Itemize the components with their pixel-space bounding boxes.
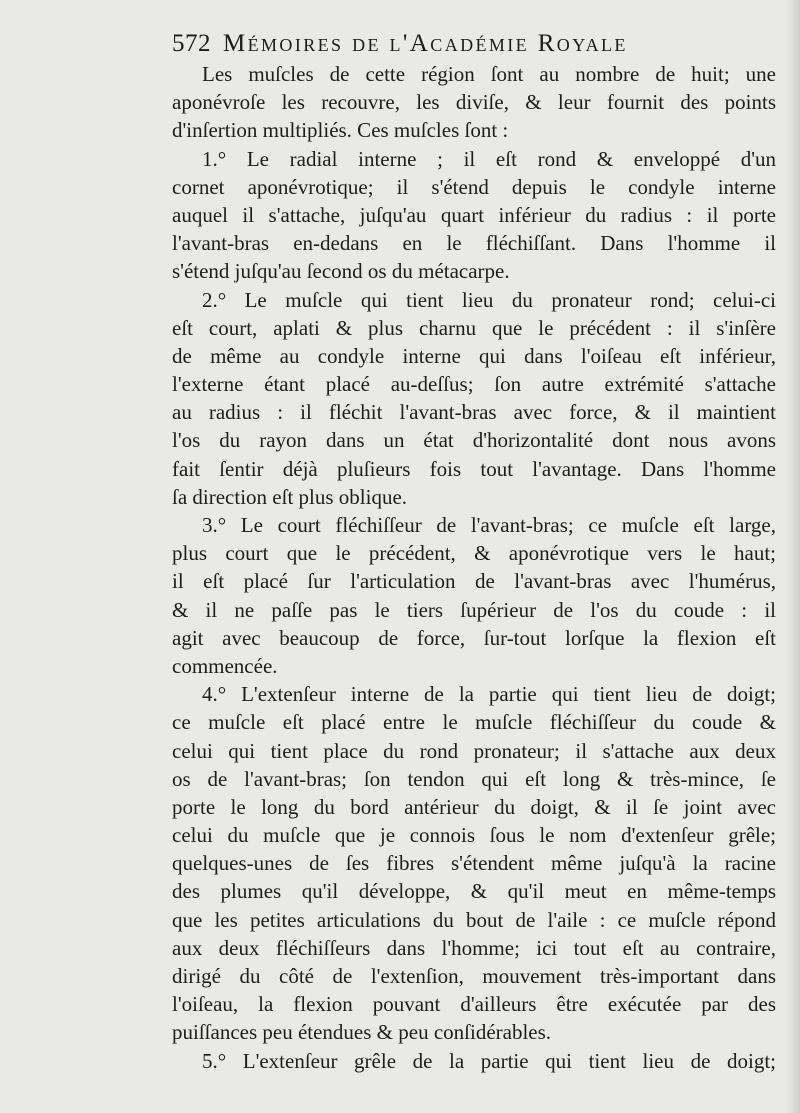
page-number: 572 bbox=[172, 30, 211, 57]
text-line: aponévroſe les recouvre, les diviſe, & leur fournit des points bbox=[172, 90, 776, 115]
text-line: porte le long du bord antérieur du doigt, & il ſe joint avec bbox=[172, 794, 776, 819]
text-line: & il ne paſſe pas le tiers ſupérieur de l'os du coude : il bbox=[172, 597, 776, 622]
text-line: 1.° Le radial interne ; il eſt rond & enveloppé d'un bbox=[202, 146, 776, 171]
text-line: l'avant-bras en-dedans en le fléchiſſant. Dans l'homme il bbox=[172, 231, 776, 256]
text-line: l'oiſeau, la flexion pouvant d'ailleurs être exécutée par des bbox=[172, 992, 776, 1017]
page-edge-shadow bbox=[786, 0, 800, 1113]
text-line: des plumes qu'il développe, & qu'il meut en même-temps bbox=[172, 879, 776, 904]
text-line: commencée. bbox=[172, 653, 278, 678]
text-line: s'étend juſqu'au ſecond os du métacarpe. bbox=[172, 259, 510, 284]
text-line: d'inſertion multipliés. Ces muſcles ſont : bbox=[172, 118, 509, 143]
text-line: plus court que le précédent, & aponévrotique vers le haut; bbox=[172, 541, 776, 566]
text-line: l'externe étant placé au-deſſus; ſon autre extrémité s'attache bbox=[172, 372, 776, 397]
text-line: celui du muſcle que je connois ſous le nom d'extenſeur grêle; bbox=[172, 823, 776, 848]
text-line: dirigé du côté de l'extenſion, mouvement très-important dans bbox=[172, 964, 776, 988]
text-line: que les petites articulations du bout de l'aile : ce muſcle répond bbox=[172, 907, 776, 932]
text-line: 3.° Le court fléchiſſeur de l'avant-bras; ce muſcle eſt large, bbox=[202, 513, 776, 537]
text-line: au radius : il fléchit l'avant-bras avec force, & il maintient bbox=[172, 400, 776, 425]
running-title: Mémoires de l'Académie Royale bbox=[223, 30, 628, 57]
text-line: fait ſentir déjà pluſieurs fois tout l'avantage. Dans l'homme bbox=[172, 456, 776, 481]
text-line: puiſſances peu étendues & peu conſidérables. bbox=[172, 1020, 552, 1045]
text-line: ſa direction eſt plus oblique. bbox=[172, 484, 408, 509]
text-line: ce muſcle eſt placé entre le muſcle fléchiſſeur du coude & bbox=[172, 710, 776, 735]
text-line: 2.° Le muſcle qui tient lieu du pronateur rond; celui-ci bbox=[202, 287, 776, 312]
text-line: auquel il s'attache, juſqu'au quart inférieur du radius : il porte bbox=[172, 202, 776, 227]
body-text bbox=[172, 60, 776, 1075]
text-line: il eſt placé ſur l'articulation de l'avant-bras avec l'humérus, bbox=[172, 569, 776, 594]
text-line: os de l'avant-bras; ſon tendon qui eſt long & très-mince, ſe bbox=[172, 766, 776, 791]
text-line: de même au condyle interne qui dans l'oiſeau eſt inférieur, bbox=[172, 343, 776, 368]
text-line: aux deux fléchiſſeurs dans l'homme; ici tout eſt au contraire, bbox=[172, 935, 776, 960]
text-line: Les muſcles de cette région ſont au nombre de huit; une bbox=[202, 62, 776, 86]
text-line: celui qui tient place du rond pronateur; il s'attache aux deux bbox=[172, 738, 776, 763]
text-line: 5.° L'extenſeur grêle de la partie qui tient lieu de doigt; bbox=[202, 1048, 776, 1073]
running-header bbox=[172, 30, 772, 58]
text-line: agit avec beaucoup de force, ſur-tout lorſque la flexion eſt bbox=[172, 625, 776, 650]
text-line: 4.° L'extenſeur interne de la partie qui tient lieu de doigt; bbox=[202, 682, 776, 707]
text-line: eſt court, aplati & plus charnu que le précédent : il s'inſère bbox=[172, 315, 776, 340]
text-line: quelques-unes de ſes fibres s'étendent même juſqu'à la racine bbox=[172, 851, 776, 876]
text-line: l'os du rayon dans un état d'horizontalité dont nous avons bbox=[172, 428, 776, 453]
text-line: cornet aponévrotique; il s'étend depuis le condyle interne bbox=[172, 174, 776, 199]
